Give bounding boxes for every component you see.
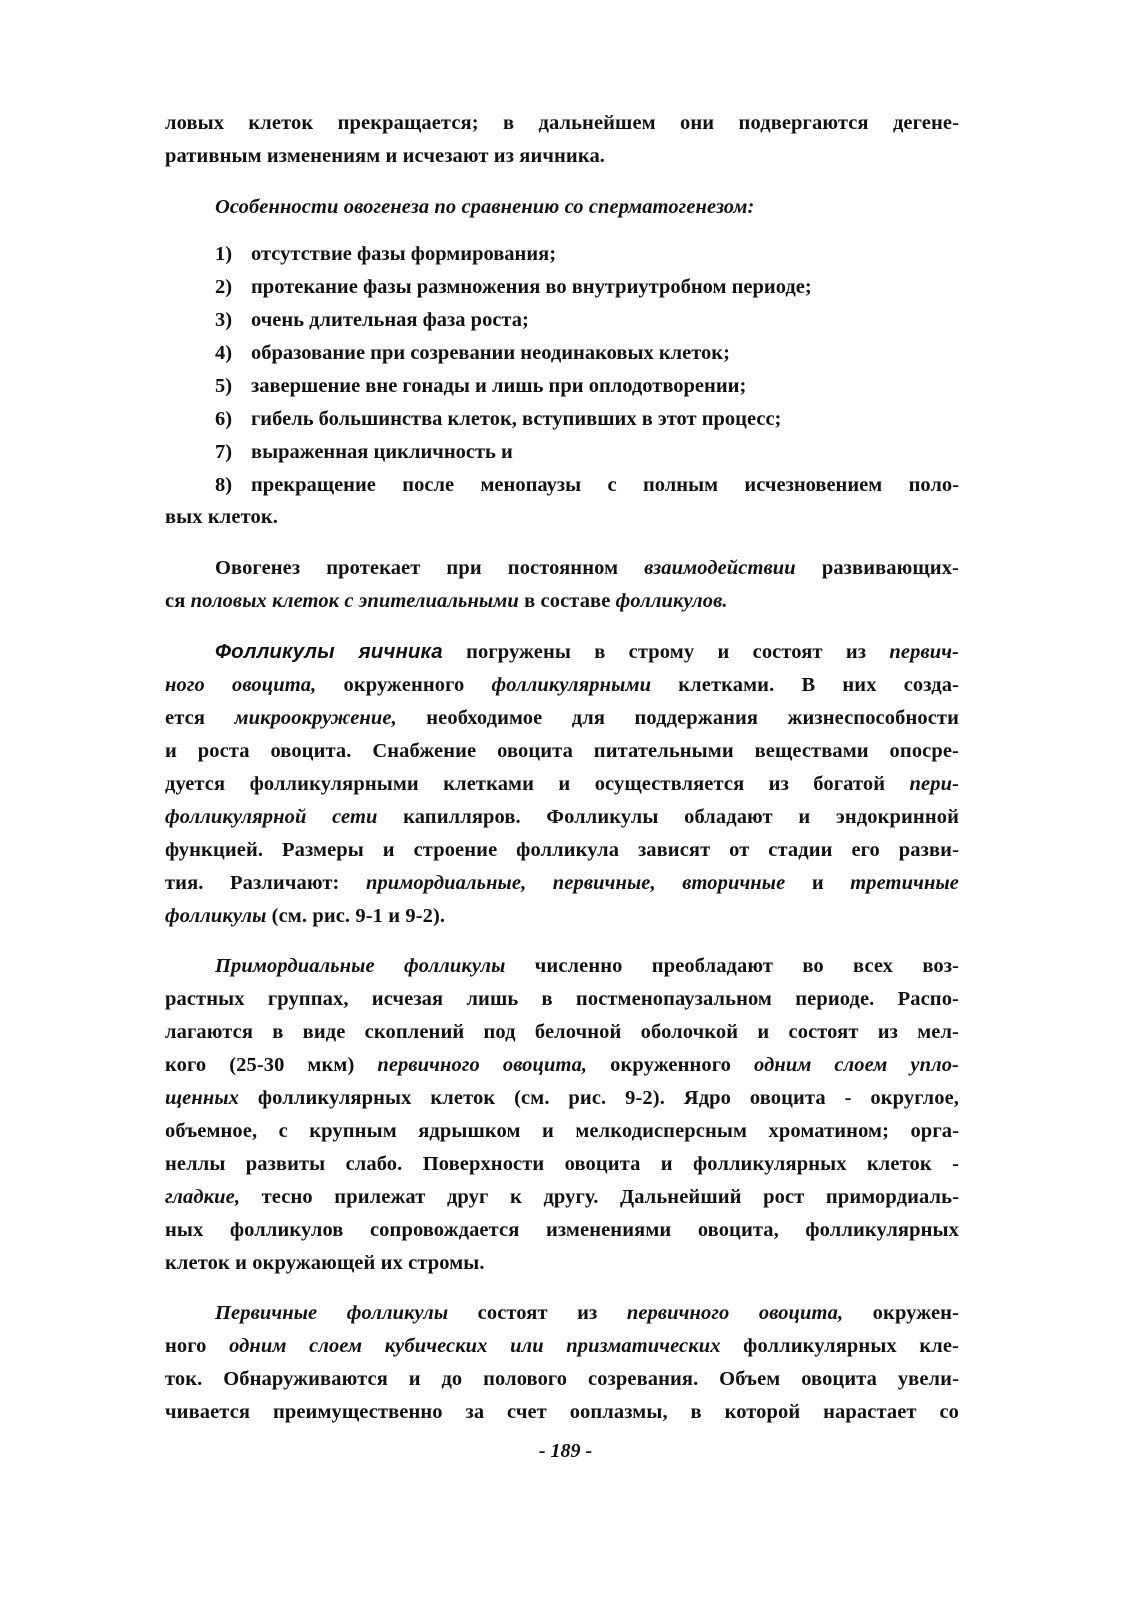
text-line: ток. Обнаруживаются и до полового созревания. Объем овоцита увели- [165,1368,959,1390]
text-run: фолликулярных клеток (см. рис. 9-2). Ядро овоцита - округлое, [239,1087,959,1109]
text-run: тесно прилежат друг к другу. Дальнейший рост примордиаль- [240,1186,959,1208]
text-line [215,1298,959,1328]
emphasis: микроокружение, [234,707,397,729]
text-run: ного [165,1335,230,1357]
emphasis: ного овоцита, [165,674,317,696]
emphasis: взаимодействии [644,557,796,579]
text-run: тия. Различают: [165,872,366,894]
list-text: завершение вне гонады и лишь при оплодотворении; [251,375,747,397]
text-line [215,553,959,583]
text-run: состоят из [448,1302,627,1324]
text-run: численно преобладают во всех воз- [505,955,959,977]
text-run: ся [165,590,191,612]
text-run: необходимое для поддержания жизнеспособности [396,707,960,729]
text-run: Овогенез протекает при постоянном [215,557,645,579]
list-item [215,305,959,335]
term-heading: Фолликулы яичника [215,640,443,663]
text-run: в составе [518,590,616,612]
term-heading: Примордиальные фолликулы [215,955,506,977]
text-run: кого (25-30 мкм) [165,1054,378,1076]
list-text: гибель большинства клеток, вступивших в этот процесс; [251,408,782,430]
text-run: (см. рис. 9-1 и 9-2). [266,905,446,927]
text-line [165,703,959,733]
list-text: образование при созревании неодинаковых клеток; [251,342,730,364]
text-run: погружены в строму и состоят из [442,641,890,663]
emphasis: фолликулов. [615,590,728,612]
emphasis: одним слоем кубических или призматических [229,1335,721,1357]
emphasis: половых клеток с эпителиальными [190,590,519,612]
text-line: чивается преимущественно за счет ооплазмы, в которой нарастает со [165,1401,959,1423]
emphasis: щенных [165,1087,240,1109]
text-run: фолликулярных кле- [720,1335,959,1357]
text-line [165,670,959,700]
list-text: прекращение после менопаузы с полным исчезновением поло- [251,474,959,496]
text-line [165,769,959,799]
text-line: растных группах, исчезая лишь в постменопаузальном периоде. Распо- [165,988,959,1010]
text-line: клеток и окружающей их стромы. [165,1252,485,1274]
list-text: очень длительная фаза роста; [251,309,529,331]
list-text: протекание фазы размножения во внутриутробном периоде; [251,276,812,298]
list-number: 6) [215,408,233,430]
list-text: отсутствие фазы формирования; [251,243,557,265]
text-line [165,1331,959,1361]
text-run: капилляров. Фолликулы обладают и эндокринной [377,806,959,828]
emphasis: третичные [850,872,959,894]
text-line: функцией. Размеры и строение фолликула зависят от стадии его разви- [165,839,959,861]
text-line: ративным изменениям и исчезают из яичника. [165,145,606,167]
emphasis: фолликулы [165,905,267,927]
list-number: 1) [215,243,233,265]
emphasis: фолликулярной сети [165,806,378,828]
text-line: неллы развиты слабо. Поверхности овоцита и фолликулярных клеток - [165,1153,959,1175]
emphasis: первичного овоцита, [626,1302,844,1324]
text-line [165,868,959,898]
text-line: ловых клеток прекращается; в дальнейшем они подвергаются дегене- [165,112,959,134]
list-item [215,239,959,269]
list-item [215,437,959,467]
emphasis: первичного овоцита, [377,1054,588,1076]
text-line: вых клеток. [165,506,278,528]
page-number: - 189 - [538,1440,593,1462]
text-line [215,951,959,981]
emphasis: одним слоем упло- [753,1054,959,1076]
text-run: и [785,872,851,894]
list-text: выраженная цикличность и [251,441,513,463]
emphasis: первич- [889,641,959,663]
text-run: окружен- [843,1302,959,1324]
text-run: дуется фолликулярными клетками и осуществляется из богатой [165,773,910,795]
text-line [215,637,959,667]
text-line [165,802,959,832]
list-item [215,272,959,302]
list-number: 5) [215,375,233,397]
text-line [165,901,959,931]
text-run: развивающих- [795,557,959,579]
list-number: 7) [215,441,233,463]
text-line: объемное, с крупным ядрышком и мелкодисперсным хроматином; орга- [165,1120,959,1142]
text-run: ется [165,707,235,729]
term-heading: Первичные фолликулы [215,1302,449,1324]
list-item [215,470,959,500]
emphasis: примордиальные, первичные, вторичные [365,872,786,894]
text-line: ных фолликулов сопровождается изменениями овоцита, фолликулярных [165,1219,959,1241]
text-run: клетками. В них созда- [651,674,959,696]
emphasis: пери- [909,773,959,795]
text-line: и роста овоцита. Снабжение овоцита питательными веществами опосре- [165,740,959,762]
text-line [165,1083,959,1113]
emphasis: гладкие, [165,1186,241,1208]
list-number: 4) [215,342,233,364]
list-item [215,371,959,401]
emphasis: фолликулярными [491,674,652,696]
list-number: 8) [215,474,233,496]
text-line [165,1182,959,1212]
text-line [165,586,959,616]
text-line: лагаются в виде скоплений под белочной оболочкой и состоят из мел- [165,1021,959,1043]
list-item [215,338,959,368]
list-number: 3) [215,309,233,331]
section-heading: Особенности овогенеза по сравнению со сперматогенезом: [215,196,755,218]
list-number: 2) [215,276,233,298]
text-line [165,1050,959,1080]
list-item [215,404,959,434]
text-run: окруженного [587,1054,754,1076]
text-run: окруженного [316,674,492,696]
